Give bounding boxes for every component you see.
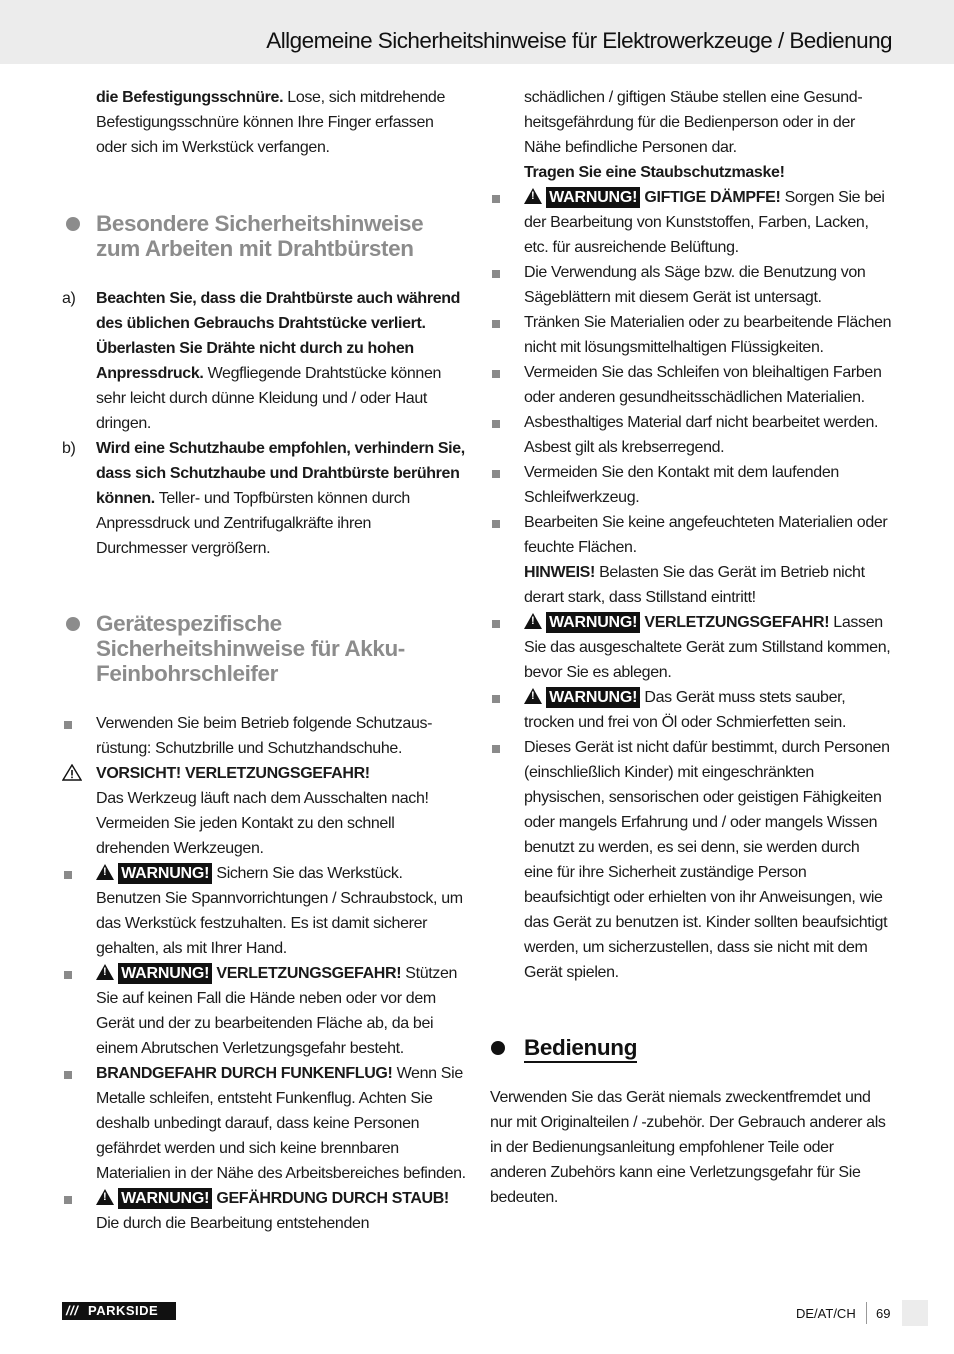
list-item	[62, 1061, 466, 1186]
square-bullet-icon	[492, 520, 500, 528]
item-bold: BRANDGEFAHR DURCH FUNKENFLUG!	[96, 1065, 393, 1082]
item-text: schädlichen / giftigen Stäube stellen eine Gesundheitsgefährdung für die Bedienperson oder in der Nähe befindliche Personen dar.	[524, 89, 863, 156]
square-bullet-icon	[492, 320, 500, 328]
warning-triangle-icon	[524, 188, 542, 204]
warning-label: WARNUNG!	[546, 187, 640, 208]
continued-paragraph	[490, 85, 892, 185]
list-item	[490, 610, 892, 685]
section-heading-drahtbuersten	[62, 211, 466, 261]
left-column	[62, 85, 466, 1236]
item-text: Bearbeiten Sie keine angefeuchteten Materialien oder feuchte Flächen.	[524, 514, 888, 556]
section-heading-geraetespezifisch	[62, 611, 466, 686]
item-bold: GEFÄHRDUNG DURCH STAUB!	[212, 1190, 449, 1207]
page-number: 69	[876, 1306, 891, 1321]
warning-triangle-outline-icon	[62, 764, 82, 781]
item-bold: GIFTIGE DÄMPFE!	[640, 189, 781, 206]
caution-bold: VORSICHT! VERLETZUNGSGEFAHR!	[96, 765, 370, 782]
square-bullet-icon	[492, 370, 500, 378]
square-bullet-icon	[64, 1071, 72, 1079]
warning-label: WARNUNG!	[118, 963, 212, 984]
footer-divider	[866, 1302, 867, 1324]
caution-item	[62, 761, 466, 861]
item-text: Asbesthaltiges Material darf nicht bearbeitet werden. Asbest gilt als krebserregend.	[524, 414, 879, 456]
item-text: Verwenden Sie beim Betrieb folgende Schutzausrüstung: Schutzbrille und Schutzhandschuhe.	[96, 715, 433, 757]
square-bullet-icon	[492, 745, 500, 753]
warning-triangle-icon	[96, 864, 114, 880]
item-text: Dieses Gerät ist nicht dafür bestimmt, durch Personen (einschließlich Kinder) mit eingeschränkten physischen, sensorischen oder geistigen Fähigkeiten oder mangels Erfahrung und / oder mangels Wissen benutzt zu werden, es sei denn, sie werden durch eine für ihre Sicherheit zuständige Person beaufsichtigt oder erhielten von ihr Anweisungen, wie das Gerät zu benutzen ist. Kinder sollten beaufsichtigt werden, um sicherzustellen, dass sie nicht mit dem Gerät spielen.	[524, 739, 890, 981]
square-bullet-icon	[492, 195, 500, 203]
item-bold: Beachten Sie, dass die Drahtbürste auch während des üblichen Gebrauchs Drahtstücke verliert. Überlasten Sie Drähte nicht durch zu hohen Anpressdruck.	[96, 290, 461, 382]
list-item	[490, 735, 892, 985]
square-bullet-icon	[64, 971, 72, 979]
list-item	[490, 410, 892, 460]
square-bullet-icon	[492, 470, 500, 478]
square-bullet-icon	[64, 721, 72, 729]
item-text: Sorgen Sie bei der Bearbeitung von Kunststoffen, Farben, Lacken, etc. für ausreichende Belüftung.	[524, 189, 885, 256]
page-header	[0, 0, 954, 64]
section-title: Gerätespezifische Sicherheitshinweise für Akku-Feinbohrschleifer	[96, 611, 405, 686]
list-item-a	[62, 286, 466, 436]
warning-label: WARNUNG!	[546, 687, 640, 708]
item-text: Tränken Sie Materialien oder zu bearbeitende Flächen nicht mit lösungsmittelhaltigen Flüssigkeiten.	[524, 314, 892, 356]
item-text: Vermeiden Sie den Kontakt mit dem laufenden Schleifwerkzeug.	[524, 464, 839, 506]
list-item	[62, 861, 466, 961]
warning-triangle-icon	[524, 613, 542, 629]
warning-triangle-icon	[96, 964, 114, 980]
item-text: Die Verwendung als Säge bzw. die Benutzung von Sägeblättern mit diesem Gerät ist untersagt.	[524, 264, 866, 306]
warning-triangle-icon	[524, 688, 542, 704]
list-item-b	[62, 436, 466, 561]
list-item	[62, 1186, 466, 1236]
bullet-dot-icon	[491, 1041, 505, 1055]
bedienung-paragraph	[490, 1085, 892, 1210]
item-bold: Wird eine Schutzhaube empfohlen, verhindern Sie, dass sich Schutzhaube und Drahtbürste berühren können.	[96, 440, 465, 507]
item-bold: Tragen Sie eine Staubschutzmaske!	[524, 164, 785, 181]
section-title: Bedienung	[524, 1035, 637, 1063]
item-text: Stützen Sie auf keinen Fall die Hände neben oder vor dem Gerät und der zu bearbeitenden Fläche ab, da bei einem Abrutschen Verletzungsgefahr besteht.	[96, 965, 458, 1057]
right-column	[490, 85, 892, 1210]
list-item	[490, 310, 892, 360]
list-marker: b)	[62, 440, 76, 457]
list-item	[62, 711, 466, 761]
footer-tab	[902, 1300, 928, 1326]
section-title: Besondere Sicherheitshinweise zum Arbeiten mit Drahtbürsten	[96, 211, 424, 261]
item-text: Die durch die Bearbeitung entstehenden	[96, 1215, 370, 1232]
logo-text: PARKSIDE	[88, 1303, 159, 1318]
list-item	[490, 260, 892, 310]
warning-label: WARNUNG!	[118, 863, 212, 884]
square-bullet-icon	[492, 620, 500, 628]
item-bold: VERLETZUNGSGEFAHR!	[212, 965, 402, 982]
intro-paragraph	[62, 85, 466, 162]
bullet-dot-icon	[66, 217, 80, 231]
list-item	[490, 685, 892, 735]
intro-bold: die Befestigungsschnüre.	[96, 89, 284, 106]
item-text: Wegfliegende Drahtstücke können sehr leicht durch dünne Kleidung und / oder Haut dringen.	[96, 365, 442, 432]
square-bullet-icon	[64, 871, 72, 879]
list-item	[490, 360, 892, 410]
square-bullet-icon	[492, 695, 500, 703]
item-text: Vermeiden Sie das Schleifen von bleihaltigen Farben oder anderen gesundheitsschädlichen Materialien.	[524, 364, 882, 406]
square-bullet-icon	[492, 270, 500, 278]
square-bullet-icon	[64, 1196, 72, 1204]
list-marker: a)	[62, 290, 76, 307]
item-text: Das Gerät muss stets sauber, trocken und frei von Öl oder Schmierfetten sein.	[524, 689, 847, 731]
list-item	[62, 961, 466, 1061]
list-item	[490, 510, 892, 610]
page-title: Allgemeine Sicherheitshinweise für Elektrowerkzeuge / Bedienung	[266, 28, 892, 53]
hint-bold: HINWEIS!	[524, 564, 595, 581]
section-heading-bedienung	[490, 1035, 892, 1060]
warning-label: WARNUNG!	[546, 612, 640, 633]
language-code: DE/AT/CH	[796, 1306, 856, 1321]
list-item	[490, 185, 892, 260]
square-bullet-icon	[492, 420, 500, 428]
item-text: Wenn Sie Metalle schleifen, entsteht Funkenflug. Achten Sie deshalb unbedingt darauf, dass keine Personen gefährdet werden und sich keine brennbaren Materialien in der Nähe des Arbeitsbereiches befinden.	[96, 1065, 466, 1182]
bullet-dot-icon	[66, 617, 80, 631]
parkside-logo	[62, 1302, 176, 1320]
logo-mark: ///	[66, 1303, 79, 1318]
item-text: Lassen Sie das ausgeschaltete Gerät zum Stillstand kommen, bevor Sie es ablegen.	[524, 614, 891, 681]
item-text: Belasten Sie das Gerät im Betrieb nicht derart stark, dass Stillstand eintritt!	[524, 564, 865, 606]
warning-label: WARNUNG!	[118, 1188, 212, 1209]
item-text: Das Werkzeug läuft nach dem Ausschalten nach! Vermeiden Sie jeden Kontakt zu den schnell drehenden Werkzeugen.	[96, 790, 429, 857]
item-text: Sichern Sie das Werkstück. Benutzen Sie Spannvorrichtungen / Schraubstock, um das Werkstück festzuhalten. Es ist damit sicherer gehalten, als mit Ihrer Hand.	[96, 865, 463, 957]
intro-text: Lose, sich mitdrehende Befestigungsschnüre können Ihre Finger erfassen oder sich im Werkstück verfangen.	[96, 89, 446, 156]
warning-triangle-icon	[96, 1189, 114, 1205]
item-text: Teller- und Topfbürsten können durch Anpressdruck und Zentrifugalkräfte ihren Durchmesser vergrößern.	[96, 490, 410, 557]
item-bold: VERLETZUNGSGEFAHR!	[640, 614, 830, 631]
paragraph-text: Verwenden Sie das Gerät niemals zweckentfremdet und nur mit Originalteilen / -zubehör. Der Gebrauch anderer als in der Bedienungsanleitung empfohlener Teile oder anderen Zubehörs kann eine Verletzungsgefahr für Sie bedeuten.	[490, 1089, 886, 1206]
list-item	[490, 460, 892, 510]
